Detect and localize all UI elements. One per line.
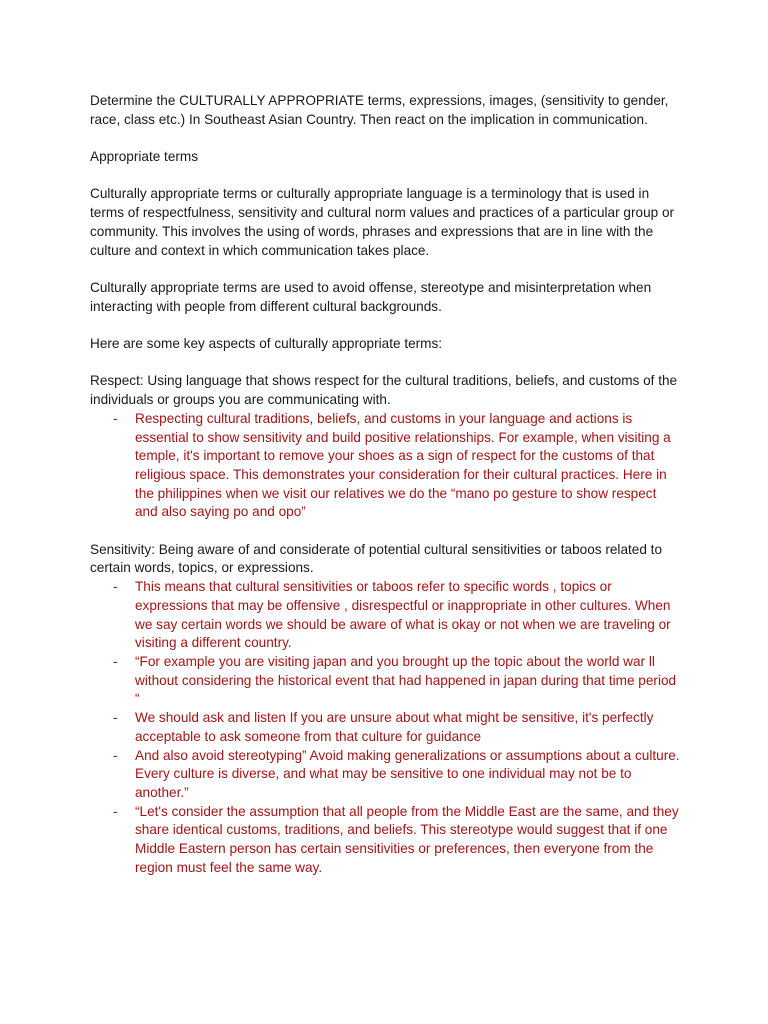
list-item xyxy=(90,709,682,746)
dash-marker: - xyxy=(113,710,118,726)
bullet-text: This means that cultural sensitivities or taboos refer to specific words , topics or expressions that may be offensive , disrespectful or inappropriate in other cultures. When we say certain words we should be aware of what is okay or not when we are traveling or visiting a different country. xyxy=(135,579,671,651)
key-aspects-intro: Here are some key aspects of culturally appropriate terms: xyxy=(90,336,443,352)
bullet-text: We should ask and listen If you are unsure about what might be sensitive, it's perfectly acceptable to ask someone from that culture for guidance xyxy=(135,710,654,744)
section-heading: Appropriate terms xyxy=(90,149,199,165)
dash-marker: - xyxy=(113,654,118,669)
bullet-text: “For example you are visiting japan and you brought up the topic about the world war ll without considering the historical event that had happened in japan during that time period “ xyxy=(135,654,677,707)
dash-marker: - xyxy=(113,747,118,763)
sensitivity-paragraph: Sensitivity: Being aware of and considerate of potential cultural sensitivities or taboos related to certain words, topics, or expressions. xyxy=(90,541,663,576)
dash-marker: - xyxy=(113,410,118,426)
dash-marker: - xyxy=(113,579,118,595)
document-page xyxy=(90,92,682,896)
intro-paragraph: Determine the CULTURALLY APPROPRIATE terms, expressions, images, (sensitivity to gender, race, class etc.) In Southeast Asian Country. Then react on the implication in communication. xyxy=(90,93,669,127)
list-item xyxy=(90,410,682,522)
bullet-text: “Let's consider the assumption that all people from the Middle East are the same, and they share identical customs, traditions, and beliefs. This stereotype would suggest that if one Middle Eastern person has certain sensitivities or preferences, then everyone from the region must feel the same way. xyxy=(135,803,679,875)
list-item xyxy=(90,653,682,709)
respect-paragraph: Respect: Using language that shows respect for the cultural traditions, beliefs, and customs of the individuals or groups you are communicating with. xyxy=(90,373,678,408)
list-item xyxy=(90,578,682,653)
definition-paragraph: Culturally appropriate terms or culturally appropriate language is a terminology that is used in terms of respectfulness, sensitivity and cultural norm values and practices of a particular group or community. This involves the using of words, phrases and expressions that are in line with the culture and context in which communication takes place. xyxy=(90,186,675,258)
dash-marker: - xyxy=(113,803,118,819)
purpose-paragraph: Culturally appropriate terms are used to avoid offense, stereotype and misinterpretation when interacting with people from different cultural backgrounds. xyxy=(90,279,652,314)
bullet-text: And also avoid stereotyping” Avoid making generalizations or assumptions about a culture. Every culture is diverse, and what may be sensitive to one individual may not be to another.” xyxy=(135,747,680,800)
list-item xyxy=(90,747,682,803)
list-item xyxy=(90,803,682,878)
sensitivity-bullet-list xyxy=(90,578,682,877)
respect-bullet-list xyxy=(90,410,682,522)
bullet-text: Respecting cultural traditions, beliefs, and customs in your language and actions is essential to show sensitivity and build positive relationships. For example, when visiting a temple, it's important to remove your shoes as a sign of respect for the customs of that religious space. This demonstrates your consideration for their cultural practices. Here in the philippines when we visit our relatives we do the “mano po gesture to show respect and also saying po and opo” xyxy=(135,410,671,520)
